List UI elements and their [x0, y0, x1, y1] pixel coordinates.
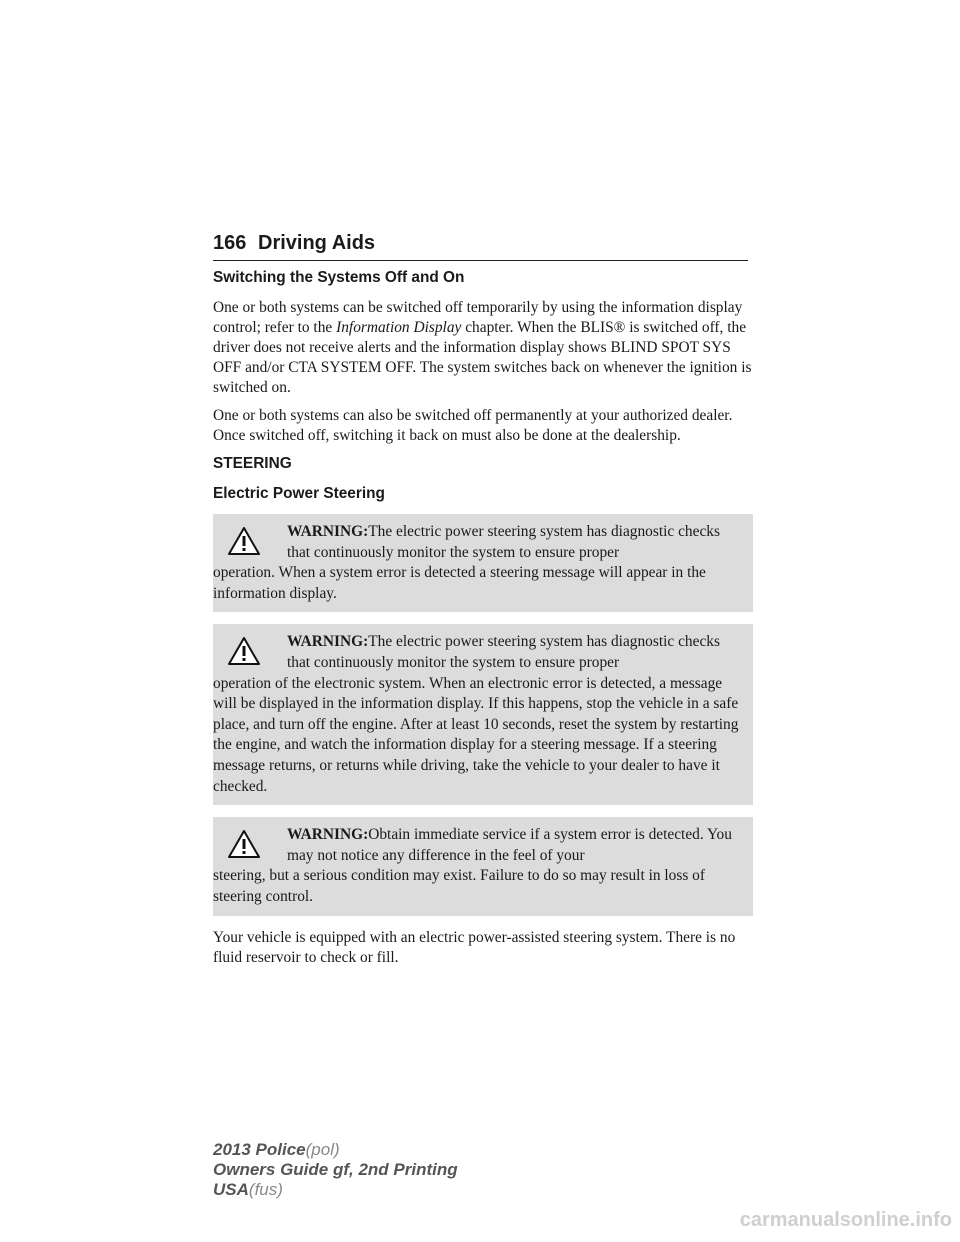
chapter-reference: Information Display — [336, 319, 462, 336]
warning-lead: The electric power steering system has diagnostic checks that continuously monitor the system to ensure proper — [287, 523, 720, 561]
footer-line-3 — [213, 1180, 458, 1200]
warning-rest-text: operation of the electronic system. When an electronic error is detected, a message will be displayed in the information display. If this happens, stop the vehicle in a safe place, and turn off the engine. After at least 10 seconds, reset the system by restarting the engine, and watch the information display for a steering message. If a steering message returns, or returns while driving, take the vehicle to your dealer to have it checked. — [213, 674, 739, 795]
section-heading-steering: STEERING — [213, 455, 292, 472]
warning-box-3 — [213, 817, 753, 915]
warning-label: WARNING: — [287, 633, 369, 651]
footer-line-1 — [213, 1140, 458, 1160]
warning-triangle-icon — [227, 526, 261, 556]
page-header — [213, 232, 748, 261]
warning-lead: Obtain immediate service if a system error is detected. You may not notice any difference in the feel of your — [287, 826, 732, 864]
page-footer — [213, 1140, 458, 1200]
watermark: carmanualsonline.info — [739, 1209, 952, 1231]
warning-lead-text — [287, 825, 743, 866]
footer-line-2: Owners Guide gf, 2nd Printing — [213, 1160, 458, 1179]
section-heading-switching: Switching the Systems Off and On — [213, 269, 465, 286]
warning-box-2 — [213, 624, 753, 805]
footer-model-code: (pol) — [305, 1140, 340, 1159]
footer-market: USA — [213, 1180, 249, 1199]
warning-triangle-icon — [227, 636, 261, 666]
warning-rest-text: operation. When a system error is detected a steering message will appear in the information display. — [213, 564, 706, 602]
chapter-title: Driving Aids — [258, 232, 376, 254]
warning-box-1 — [213, 514, 753, 612]
paragraph-closing: Your vehicle is equipped with an electric power-assisted steering system. There is no fluid reservoir to check or fill. — [213, 928, 736, 966]
page-number: 166 — [213, 232, 247, 254]
footer-market-code: (fus) — [248, 1180, 283, 1199]
page-content — [213, 268, 753, 976]
subheading-electric-power-steering: Electric Power Steering — [213, 485, 385, 502]
warning-lead-text — [287, 632, 743, 673]
paragraph-permanent-off: One or both systems can also be switched off permanently at your authorized dealer. Once switched off, switching it back on must also be done at the dealership. — [213, 407, 733, 444]
warning-label: WARNING: — [287, 826, 369, 844]
paragraph-switching-off — [213, 298, 753, 398]
warning-lead: The electric power steering system has diagnostic checks that continuously monitor the system to ensure proper — [287, 633, 720, 671]
paragraph-switching-text-2: chapter. When the BLIS® is switched off, the driver does not receive alerts and the information display shows BLIND SPOT SYS OFF and/or CTA SYSTEM OFF. The system switches back on whenever the ignition is switched on. — [213, 319, 752, 396]
warning-triangle-icon — [227, 829, 261, 859]
footer-model: 2013 Police — [213, 1140, 306, 1159]
warning-lead-text — [287, 522, 743, 563]
warning-label: WARNING: — [287, 523, 369, 540]
warning-rest-text: steering, but a serious condition may exist. Failure to do so may result in loss of steering control. — [213, 867, 706, 905]
paragraph-switching-text-1: One or both systems can be switched off temporarily by using the information display control; refer to the — [213, 299, 743, 336]
